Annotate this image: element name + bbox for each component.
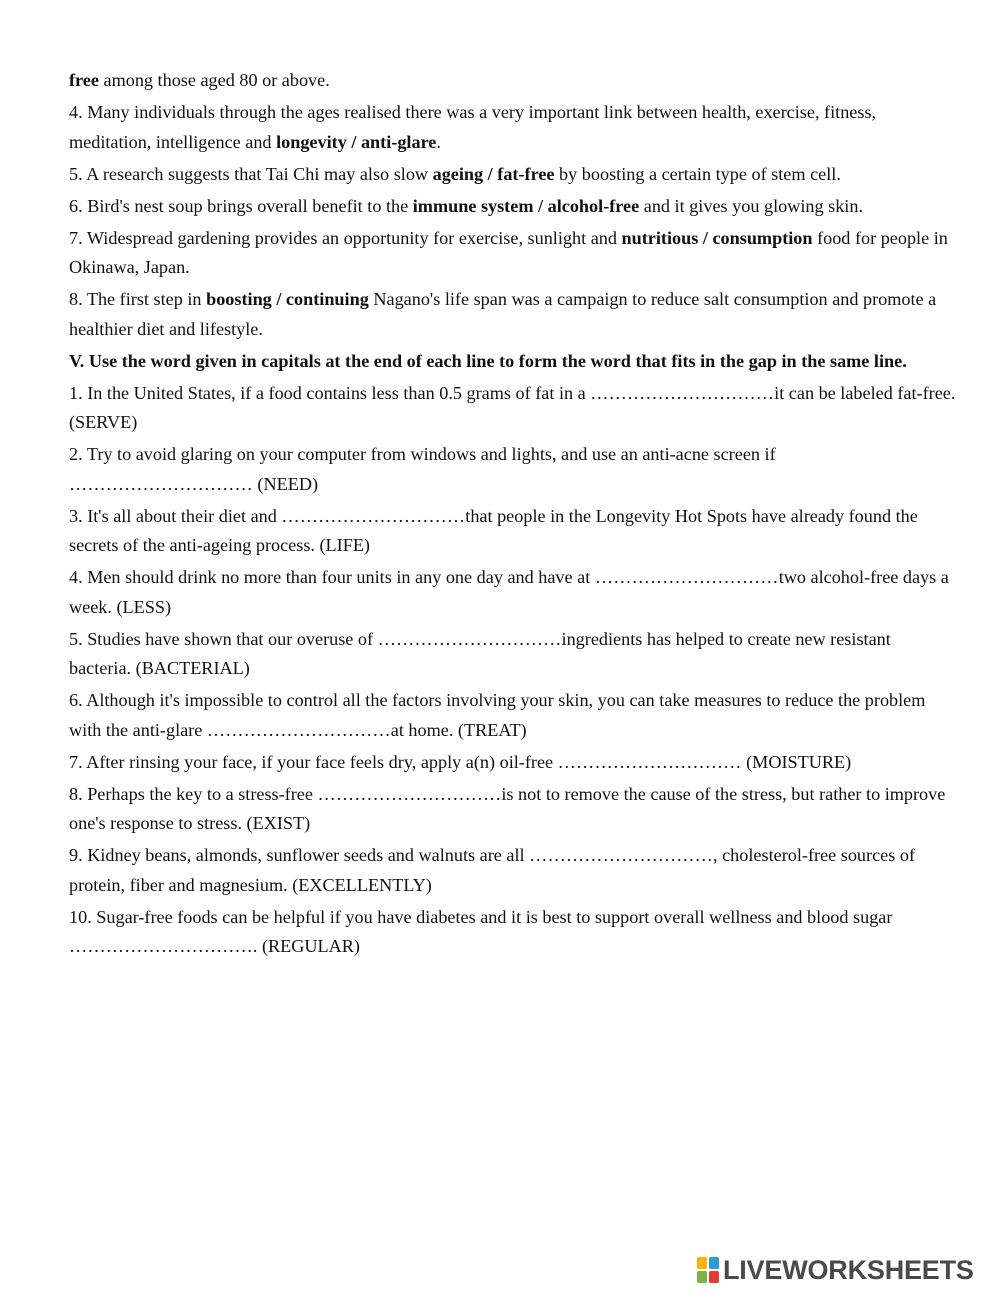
answer-blank[interactable]: ………………………… <box>377 628 562 649</box>
item-text: Nagano's life span was a campaign to reduce salt consumption and promote a healthier diet and lifestyle. <box>69 289 937 339</box>
section-iv-item <box>69 66 957 96</box>
section-v-heading: V. Use the word given in capitals at the end of each line to form the word that fits in the gap in the same line. <box>69 350 907 371</box>
item-text: 7. Widespread gardening provides an opportunity for exercise, sunlight and <box>69 227 622 248</box>
answer-blank[interactable]: ………………………… <box>317 783 502 804</box>
answer-blank[interactable]: ………………………… <box>557 751 742 772</box>
section-v-item <box>69 625 957 684</box>
answer-choice[interactable]: ageing / fat-free <box>432 163 555 184</box>
item-text: 4. Many individuals through the ages realised there was a very important link between health, exercise, fitness, meditation, intelligence and <box>69 102 877 152</box>
answer-blank[interactable]: ………………………… <box>529 845 714 865</box>
liveworksheets-logo[interactable] <box>697 1255 974 1285</box>
item-text: is not to remove the cause of the stress, but rather to improve one's response to stress. (EXIST) <box>69 783 946 833</box>
item-text: 5. Studies have shown that our overuse of <box>69 628 378 649</box>
answer-choice[interactable]: boosting / continuing <box>206 289 369 309</box>
item-text: (NEED) <box>252 473 319 494</box>
item-text: ingredients has helped to create new resistant bacteria. (BACTERIAL) <box>69 628 891 678</box>
item-text: 3. It's all about their diet and <box>69 505 282 526</box>
item-text: 4. Men should drink no more than four units in any one day and have at <box>69 567 595 587</box>
item-text: 8. Perhaps the key to a stress-free <box>69 783 318 804</box>
item-text: 5. A research suggests that Tai Chi may also slow <box>69 163 433 184</box>
answer-blank[interactable]: ………………………… <box>594 567 779 587</box>
section-iv-item <box>69 98 957 157</box>
section-v-item <box>69 379 957 438</box>
section-iv-item <box>69 285 957 344</box>
item-text: 10. Sugar-free foods can be helpful if you have diabetes and it is best to support overall wellness and blood sugar <box>69 906 893 927</box>
answer-blank[interactable]: ………………………… <box>281 505 466 526</box>
section-v-item <box>69 686 957 745</box>
liveworksheets-logo-text: LIVEWORKSHEETS <box>723 1255 974 1285</box>
logo-square-1 <box>697 1257 707 1269</box>
section-v-item <box>69 502 957 561</box>
section-iv-item <box>69 192 957 222</box>
item-text: 2. Try to avoid glaring on your computer from windows and lights, and use an anti-acne screen if <box>69 444 776 464</box>
logo-square-4 <box>709 1271 719 1283</box>
section-v-item <box>69 563 957 622</box>
logo-square-3 <box>697 1271 707 1283</box>
answer-choice[interactable]: nutritious / consumption <box>621 227 813 248</box>
item-text: 1. In the United States, if a food contains less than 0.5 grams of fat in a <box>69 382 591 403</box>
item-text: 6. Although it's impossible to control all the factors involving your skin, you can take measures to reduce the problem with the anti-glare <box>69 690 926 740</box>
item-text: 6. Bird's nest soup brings overall benefit to the <box>69 195 413 216</box>
section-iv-item <box>69 224 957 283</box>
item-text: and it gives you glowing skin. <box>639 195 864 216</box>
item-text: food for people in Okinawa, Japan. <box>69 227 948 277</box>
item-text: by boosting a certain type of stem cell. <box>554 163 841 184</box>
item-text: it can be labeled fat-free. (SERVE) <box>69 382 956 432</box>
section-v-item <box>69 780 957 839</box>
section-v-item <box>69 903 957 962</box>
answer-blank[interactable]: ………………………… <box>206 719 391 740</box>
answer-blank[interactable]: ………………………… <box>69 936 253 956</box>
item-text: . (REGULAR) <box>252 936 360 956</box>
liveworksheets-logo-icon <box>697 1257 721 1283</box>
item-text: 7. After rinsing your face, if your face feels dry, apply a(n) oil-free <box>69 751 558 772</box>
section-v-item <box>69 841 957 900</box>
answer-choice[interactable]: immune system / alcohol-free <box>412 195 640 216</box>
item-text: . <box>436 131 441 152</box>
answer-blank[interactable]: ………………………… <box>590 382 775 403</box>
answer-choice[interactable]: longevity / anti-glare <box>276 131 437 152</box>
item-text: at home. (TREAT) <box>390 719 527 740</box>
answer-blank[interactable]: ………………………… <box>69 473 253 494</box>
section-iv-item <box>69 160 957 190</box>
item-text: 8. The first step in <box>69 289 207 309</box>
logo-square-2 <box>709 1257 719 1269</box>
section-iv-items <box>69 66 957 344</box>
section-v-item <box>69 440 957 499</box>
item-text: among those aged 80 or above. <box>98 70 330 90</box>
item-text: that people in the Longevity Hot Spots have already found the secrets of the anti-ageing process. (LIFE) <box>69 505 918 555</box>
answer-choice: free <box>69 70 99 90</box>
item-text: 9. Kidney beans, almonds, sunflower seeds and walnuts are all <box>69 845 530 865</box>
section-v-items <box>69 379 957 962</box>
item-text: two alcohol-free days a week. (LESS) <box>69 567 949 617</box>
item-text: (MOISTURE) <box>741 751 852 772</box>
section-v-item <box>69 748 957 778</box>
item-text: , cholesterol-free sources of protein, fiber and magnesium. (EXCELLENTLY) <box>69 845 916 895</box>
worksheet-page <box>69 66 957 964</box>
